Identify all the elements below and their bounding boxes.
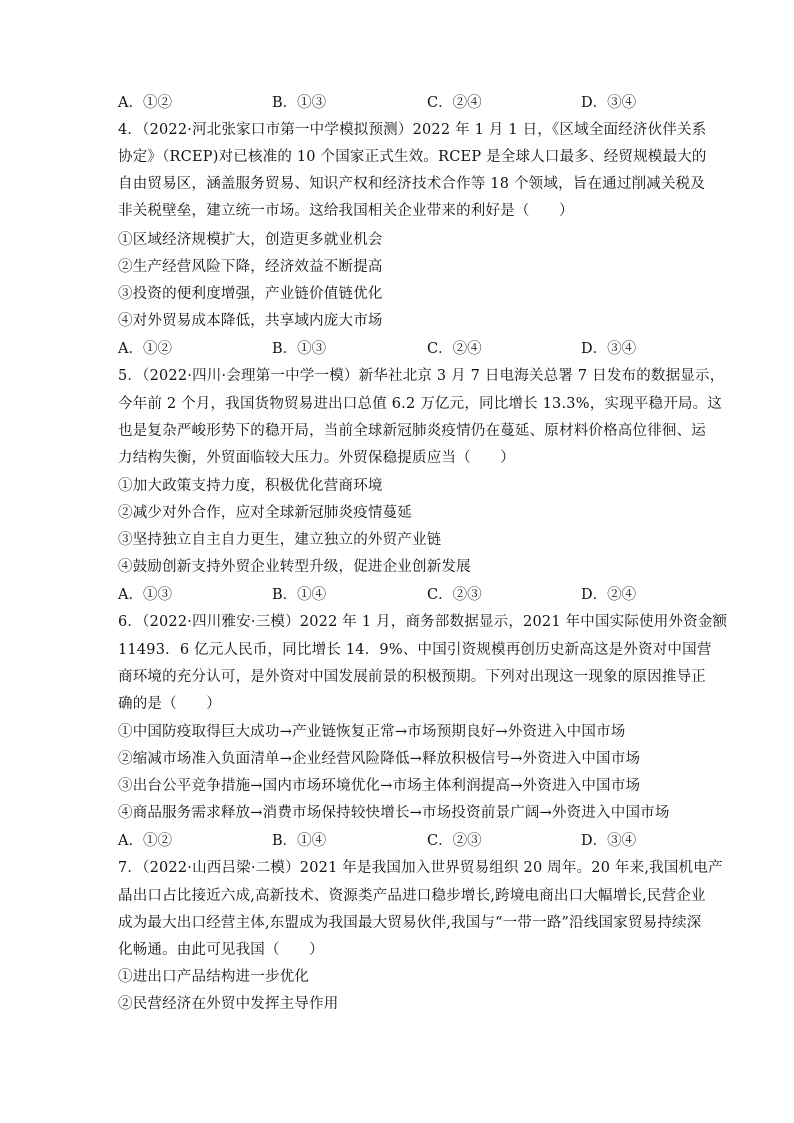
q5-option-d: D．②④ — [581, 587, 637, 603]
q4-stem-line-4: 非关税壁垒，建立统一市场。这给我国相关企业带来的利好是（ ） — [118, 203, 574, 219]
q3-option-a: A．①② — [118, 95, 172, 111]
q5-option-a: A．①③ — [118, 587, 172, 603]
q3-option-b: B．①③ — [272, 95, 327, 111]
q6-stem-line-3: 商环境的充分认可，是外资对中国发展前景的积极预期。下列对出现这一现象的原因推导正 — [118, 669, 706, 685]
q4-statement-2: ②生产经营风险下降，经济效益不断提高 — [118, 259, 383, 275]
q5-statement-4: ④鼓励创新支持外贸企业转型升级，促进企业创新发展 — [118, 559, 471, 575]
q5-stem-line-3: 也是复杂严峻形势下的稳开局，当前全球新冠肺炎疫情仍在蔓延、原材料价格高位徘徊、运 — [118, 423, 706, 439]
q7-stem-line-4: 化畅通。由此可见我国（ ） — [118, 942, 324, 958]
q4-statement-3: ③投资的便利度增强，产业链价值链优化 — [118, 286, 383, 302]
q4-statement-1: ①区域经济规模扩大，创造更多就业机会 — [118, 232, 383, 248]
q7-statement-2: ②民营经济在外贸中发挥主导作用 — [118, 996, 339, 1012]
q5-stem-line-4: 力结构失衡，外贸面临较大压力。外贸保稳提质应当（ ） — [118, 450, 515, 466]
q4-stem-line-3: 自由贸易区，涵盖服务贸易、知识产权和经济技术合作等 18 个领域，旨在通过削减关税及 — [118, 176, 706, 192]
q6-statement-2: ②缩减市场准入负面清单→企业经营风险降低→释放积极信号→外资进入中国市场 — [118, 751, 641, 767]
q4-option-d: D．③④ — [581, 341, 637, 357]
q6-statement-3: ③出台公平竞争措施→国内市场环境优化→市场主体利润提高→外资进入中国市场 — [118, 778, 641, 794]
q4-option-b: B．①③ — [272, 341, 327, 357]
q6-statement-4: ④商品服务需求释放→消费市场保持较快增长→市场投资前景广阔→外资进入中国市场 — [118, 805, 670, 821]
q5-statement-2: ②减少对外合作，应对全球新冠肺炎疫情蔓延 — [118, 505, 412, 521]
q6-option-b: B．①④ — [272, 833, 327, 849]
q6-stem-line-2: 11493．6 亿元人民币，同比增长 14．9%、中国引资规模再创历史新高这是外资对中国营 — [118, 642, 712, 658]
q3-option-c: C．②④ — [427, 95, 482, 111]
q4-options — [118, 339, 678, 359]
q5-option-b: B．①④ — [272, 587, 327, 603]
q4-statement-4: ④对外贸易成本降低，共享域内庞大市场 — [118, 313, 383, 329]
q6-option-c: C．②③ — [427, 833, 482, 849]
q3-options — [118, 93, 678, 113]
q6-stem-line-1: 6．（2022·四川雅安·三模）2022 年 1 月，商务部数据显示，2021 年中国实际使用外资金额 — [118, 614, 728, 630]
q7-stem-line-3: 成为最大出口经营主体,东盟成为我国最大贸易伙伴,我国与“一带一路”沿线国家贸易持续深 — [118, 915, 702, 931]
q7-statement-1: ①进出口产品结构进一步优化 — [118, 969, 310, 985]
q7-stem-line-1: 7．（2022·山西吕梁·二模）2021 年是我国加入世界贸易组织 20 周年。20 年来,我国机电产 — [118, 860, 723, 876]
q5-stem-line-1: 5．（2022·四川·会理第一中学一模）新华社北京 3 月 7 日电海关总署 7 日发布的数据显示， — [118, 368, 725, 384]
q5-options — [118, 585, 678, 605]
q6-stem-line-4: 确的是（ ） — [118, 696, 221, 712]
q4-stem-line-1: 4．（2022·河北张家口市第一中学模拟预测）2022 年 1 月 1 日，《区域全面经济伙伴关系 — [118, 122, 707, 138]
q3-option-d: D．③④ — [581, 95, 637, 111]
q4-option-c: C．②④ — [427, 341, 482, 357]
q4-option-a: A．①② — [118, 341, 172, 357]
q6-option-a: A．①② — [118, 833, 172, 849]
q5-statement-1: ①加大政策支持力度，积极优化营商环境 — [118, 478, 383, 494]
q7-stem-line-2: 晶出口占比接近六成,高新技术、资源类产品进口稳步增长,跨境电商出口大幅增长,民营企业 — [118, 888, 706, 904]
q6-option-d: D．③④ — [581, 833, 637, 849]
q5-stem-line-2: 今年前 2 个月，我国货物贸易进出口总值 6.2 万亿元，同比增长 13.3%，实现平稳开局。这 — [118, 396, 722, 412]
q5-statement-3: ③坚持独立自主自力更生，建立独立的外贸产业链 — [118, 532, 442, 548]
q6-statement-1: ①中国防疫取得巨大成功→产业链恢复正常→市场预期良好→外资进入中国市场 — [118, 724, 626, 740]
q4-stem-line-2: 协定》（RCEP)对已核准的 10 个国家正式生效。RCEP 是全球人口最多、经贸规模最大的 — [118, 149, 707, 165]
q5-option-c: C．②③ — [427, 587, 482, 603]
q6-options — [118, 831, 678, 851]
